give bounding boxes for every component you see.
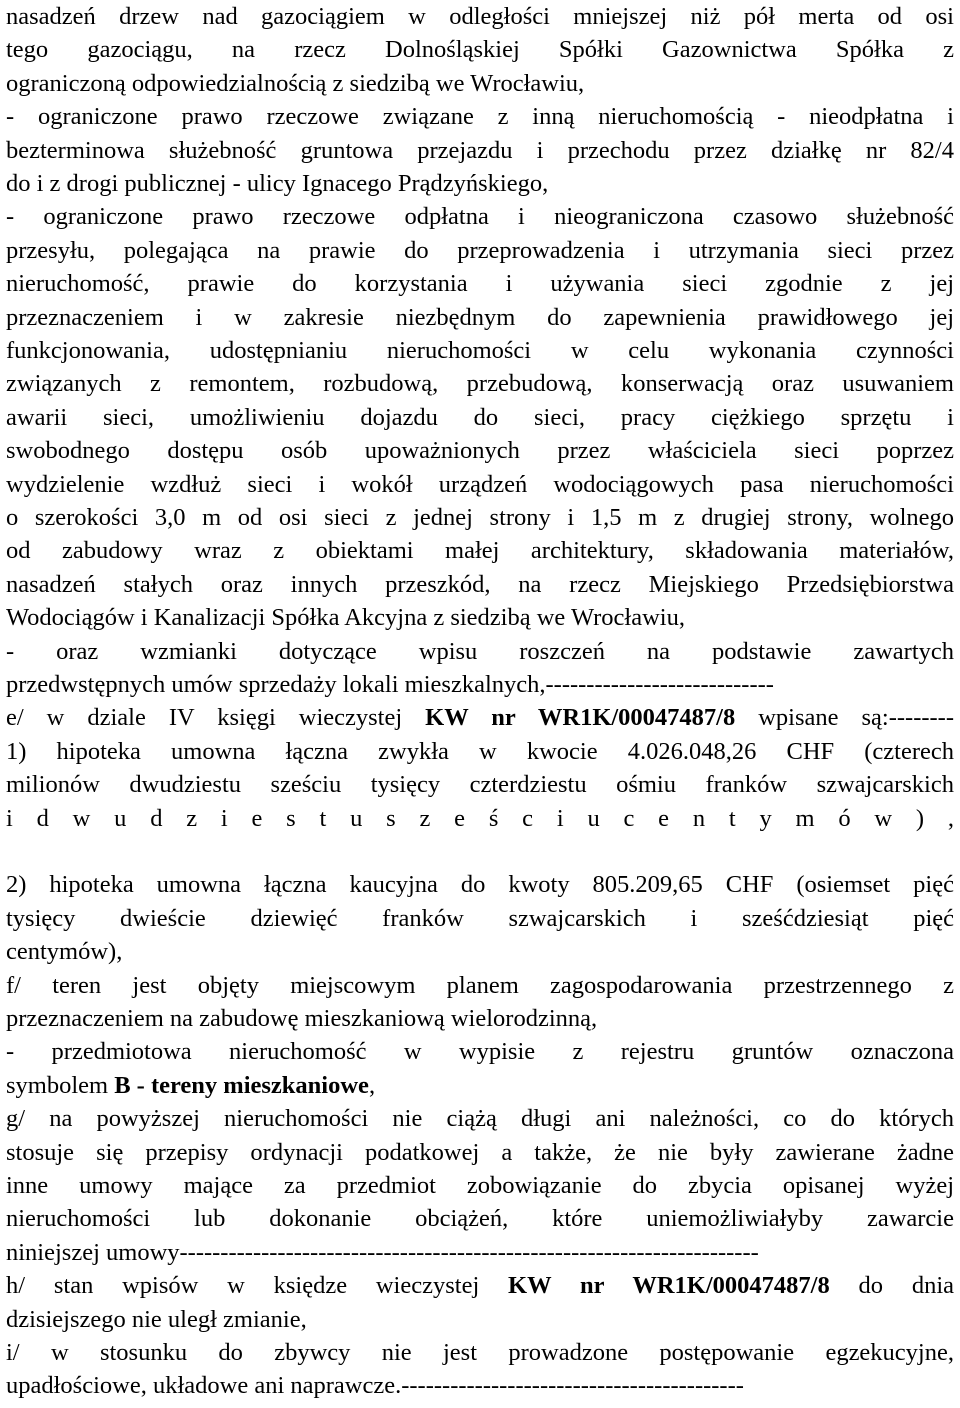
- document-line: - ograniczone prawo rzeczowe związane z inną nieruchomością - nieodpłatna i: [6, 103, 954, 131]
- document-line: dzisiejszego nie uległ zmianie,: [6, 1305, 307, 1333]
- line-text: do dnia: [829, 1272, 954, 1300]
- document-line: nasadzeń drzew nad gazociągiem w odległości mniejszej niż pół merta od osi: [6, 3, 954, 30]
- line-bold-text: KW nr WR1K/00047487/8: [425, 704, 736, 732]
- document-line: - oraz wzmianki dotyczące wpisu roszczeń na podstawie zawartych: [6, 637, 954, 665]
- document-line: [6, 1269, 954, 1303]
- document-line: do i z drogi publicznej - ulicy Ignacego Prądzyńskiego,: [6, 170, 549, 197]
- document-line: tysięcy dwieście dziewięć franków szwajcarskich i sześćdziesiąt pięć: [6, 904, 954, 932]
- document-line: awarii sieci, umożliwieniu dojazdu do sieci, pracy ciężkiego sprzętu i: [6, 403, 954, 431]
- document-line: i/ w stosunku do zbywcy nie jest prowadzone postępowanie egzekucyjne,: [6, 1339, 954, 1366]
- document-line: funkcjonowania, udostępnianiu nieruchomości w celu wykonania czynności: [6, 337, 954, 364]
- document-line: [6, 701, 954, 735]
- document-line: od zabudowy wraz z obiektami małej architektury, składowania materiałów,: [6, 537, 954, 565]
- document-line: swobodnego dostępu osób upoważnionych przez właściciela sieci poprzez: [6, 437, 954, 465]
- document-line: inne umowy mające za przedmiot zobowiązanie do zbycia opisanej wyżej: [6, 1172, 954, 1199]
- line-bold-text: KW nr WR1K/00047487/8: [508, 1272, 830, 1300]
- document-line: f/ teren jest objęty miejscowym planem zagospodarowania przestrzennego z: [6, 971, 954, 999]
- document-line: przesyłu, polegająca na prawie do przeprowadzenia i utrzymania sieci przez: [6, 236, 954, 264]
- line-text: wpisane są:--------: [735, 704, 954, 732]
- document-line: o szerokości 3,0 m od osi sieci z jednej strony i 1,5 m z drugiej strony, wolnego: [6, 504, 954, 531]
- document-line: Wodociągów i Kanalizacji Spółka Akcyjna z siedzibą we Wrocławiu,: [6, 604, 685, 632]
- document-line: ograniczoną odpowiedzialnością z siedzibą we Wrocławiu,: [6, 69, 585, 97]
- document-line: przeznaczeniem na zabudowę mieszkaniową wielorodzinną,: [6, 1005, 598, 1032]
- document-line: przedwstępnych umów sprzedaży lokali mieszkalnych,----------------------------: [6, 671, 774, 698]
- line-text: symbolem: [6, 1071, 115, 1099]
- document-line: upadłościowe, układowe ani naprawcze.------------------------------------------: [6, 1372, 744, 1400]
- document-line: nieruchomości lub dokonanie obciążeń, które uniemożliwiałyby zawarcie: [6, 1205, 954, 1233]
- document-line: wydzielenie wzdłuż sieci i wokół urządzeń wodociągowych pasa nieruchomości: [6, 470, 954, 498]
- document-line: stosuje się przepisy ordynacji podatkowej a także, że nie były zawierane żadne: [6, 1138, 954, 1166]
- document-line: milionów dwudziestu sześciu tysięcy czterdziestu ośmiu franków szwajcarskich: [6, 771, 954, 799]
- document-line: - przedmiotowa nieruchomość w wypisie z rejestru gruntów oznaczona: [6, 1038, 954, 1066]
- document-line: - ograniczone prawo rzeczowe odpłatna i nieograniczona czasowo służebność: [6, 203, 954, 231]
- line-text: h/ stan wpisów w księdze wieczystej: [6, 1272, 509, 1300]
- document-line: 1) hipoteka umowna łączna zwykła w kwocie 4.026.048,26 CHF (czterech: [6, 737, 954, 765]
- document-line: 2) hipoteka umowna łączna kaucyjna do kwoty 805.209,65 CHF (osiemset pięć: [6, 871, 954, 899]
- document-line: [6, 835, 954, 869]
- document-line: i d w u d z i e s t u s z e ś c i u c e n t y m ó w ) ,: [6, 804, 954, 832]
- document-line: związanych z remontem, rozbudową, przebudową, konserwacją oraz usuwaniem: [6, 370, 954, 398]
- document-line: bezterminowa służebność gruntowa przejazdu i przechodu przez działkę nr 82/4: [6, 136, 954, 164]
- document-line: niniejszej umowy-----------------------------------------------------------------------: [6, 1238, 759, 1266]
- document-line: nasadzeń stałych oraz innych przeszkód, na rzecz Miejskiego Przedsiębiorstwa: [6, 570, 954, 598]
- line-text: e/ w dziale IV księgi wieczystej: [6, 704, 426, 732]
- document-line: tego gazociągu, na rzecz Dolnośląskiej Spółki Gazownictwa Spółka z: [6, 36, 954, 64]
- line-bold-text: B - tereny mieszkaniowe: [114, 1071, 369, 1099]
- document-line: nieruchomość, prawie do korzystania i używania sieci zgodnie z jej: [6, 270, 954, 298]
- document-line: [6, 1069, 954, 1103]
- document-line: g/ na powyższej nieruchomości nie ciążą długi ani należności, co do których: [6, 1105, 954, 1133]
- line-text: ,: [368, 1071, 376, 1099]
- document-line: centymów),: [6, 938, 123, 966]
- document-line: przeznaczeniem i w zakresie niezbędnym do zapewnienia prawidłowego jej: [6, 303, 954, 331]
